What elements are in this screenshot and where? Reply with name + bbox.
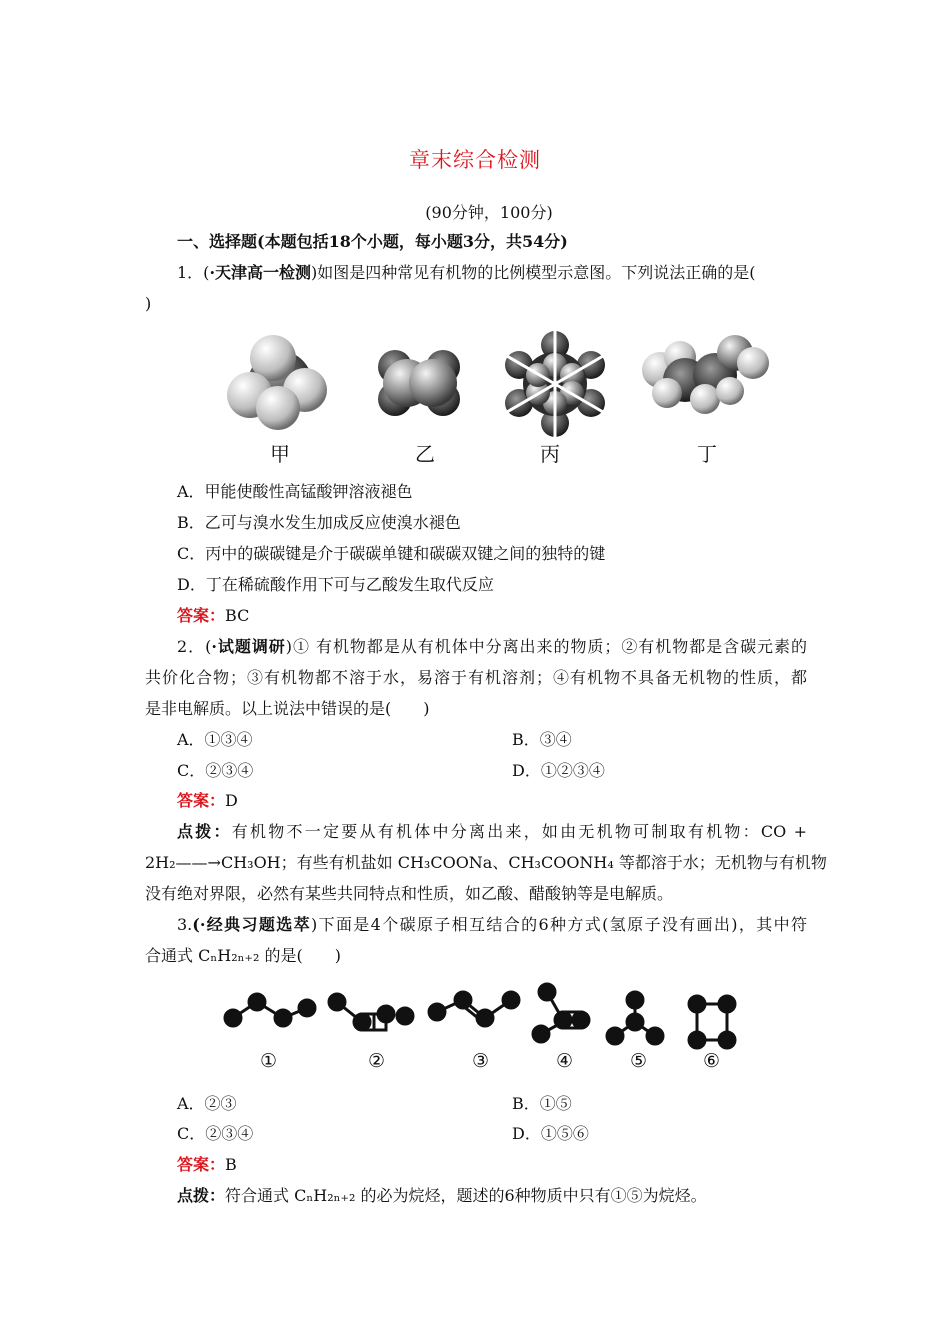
molecule-models-figure (215, 325, 775, 440)
q3-option-b: B．①⑤ (512, 1094, 572, 1113)
structure-6 (689, 996, 735, 1048)
ethylene-model (378, 350, 460, 416)
question-2-line-3: 是非电解质。以上说法中错误的是( ) (145, 699, 430, 718)
question-stem: )① 有机物都是从有机体中分离出来的物质；②有机物都是含碳元素的 (285, 637, 807, 656)
question-number: 2．( (177, 637, 212, 656)
hint-label: 点拨： (177, 822, 232, 841)
molecule-label-jia: 甲 (270, 442, 290, 466)
q3-hint (177, 1186, 707, 1206)
question-stem: )下面是4个碳原子相互结合的6种方式(氢原子没有画出)，其中符 (310, 915, 807, 934)
structure-5 (607, 992, 663, 1044)
question-1-line-1 (177, 263, 807, 283)
structure-label-4: ④ (556, 1050, 574, 1072)
q1-answer (177, 606, 249, 626)
answer-label: 答案： (177, 791, 226, 810)
question-3-line-1 (177, 915, 807, 935)
methane-model (227, 335, 327, 430)
structure-label-1: ① (260, 1050, 278, 1072)
question-2-line-2: 共价化合物；③有机物都不溶于水，易溶于有机溶剂；④有机物不具备无机物的性质，都 (145, 668, 807, 687)
structure-2 (329, 994, 413, 1030)
molecule-label-ding: 丁 (697, 442, 717, 466)
molecule-label-yi: 乙 (415, 442, 435, 466)
question-source: ·天津高一检测 (209, 263, 312, 282)
q2-hint-line-1 (177, 822, 807, 842)
question-2-line-1 (177, 637, 807, 657)
q3-answer (177, 1155, 237, 1175)
question-1-line-2: ) (145, 294, 152, 313)
structure-1 (225, 994, 315, 1026)
structure-label-6: ⑥ (703, 1050, 721, 1072)
subtitle: (90分钟，100分) (425, 203, 553, 222)
benzene-model (505, 329, 605, 439)
q2-option-d: D．①②③④ (512, 761, 605, 780)
question-number: 3. (177, 915, 193, 934)
answer-value: D (225, 791, 238, 810)
structure-label-2: ② (368, 1050, 386, 1072)
q1-option-a: A．甲能使酸性高锰酸钾溶液褪色 (177, 482, 413, 501)
question-source: ·试题调研 (211, 637, 286, 656)
q2-option-c: C．②③④ (177, 761, 254, 780)
question-source: (·经典习题选萃 (192, 915, 311, 934)
page-title: 章末综合检测 (409, 148, 541, 172)
q2-option-b: B．③④ (512, 730, 572, 749)
question-number: 1．( (177, 263, 210, 282)
answer-label: 答案： (177, 1155, 226, 1174)
q2-answer (177, 791, 238, 811)
carbon-structures-figure (215, 982, 755, 1052)
question-3-line-2: 合通式 CₙH₂ₙ₊₂ 的是( ) (145, 946, 341, 965)
hint-label: 点拨： (177, 1186, 226, 1205)
q2-option-a: A．①③④ (177, 730, 253, 749)
answer-value: BC (225, 606, 250, 625)
q1-option-b: B．乙可与溴水发生加成反应使溴水褪色 (177, 513, 461, 532)
q3-option-a: A．②③ (177, 1094, 237, 1113)
q3-option-c: C．②③④ (177, 1124, 254, 1143)
hint-text: 有机物不一定要从有机体中分离出来，如由无机物可制取有机物：CO + (231, 822, 807, 841)
structure-label-5: ⑤ (630, 1050, 648, 1072)
answer-value: B (225, 1155, 237, 1174)
q1-option-d: D．丁在稀硫酸作用下可与乙酸发生取代反应 (177, 575, 494, 594)
hint-text: 符合通式 CₙH₂ₙ₊₂ 的必为烷烃，题述的6种物质中只有①⑤为烷烃。 (225, 1186, 707, 1205)
answer-label: 答案： (177, 606, 226, 625)
section-heading: 一、选择题(本题包括18个小题，每小题3分，共54分) (177, 232, 568, 251)
q2-hint-line-2: 2H₂——→CH₃OH；有些有机盐如 CH₃COONa、CH₃COONH₄ 等都溶于水；无机物与有机物 (145, 853, 827, 872)
structure-label-3: ③ (472, 1050, 490, 1072)
q3-option-d: D．①⑤⑥ (512, 1124, 589, 1143)
question-stem: )如图是四种常见有机物的比例模型示意图。下列说法正确的是( (311, 263, 756, 282)
structure-3 (429, 992, 519, 1026)
q1-option-c: C．丙中的碳碳键是介于碳碳单键和碳碳双键之间的独特的键 (177, 544, 606, 563)
ethanol-model (642, 335, 769, 414)
q2-hint-line-3: 没有绝对界限，必然有某些共同特点和性质，如乙酸、醋酸钠等是电解质。 (145, 884, 674, 903)
structure-4 (533, 984, 589, 1042)
molecule-label-bing: 丙 (540, 442, 560, 466)
